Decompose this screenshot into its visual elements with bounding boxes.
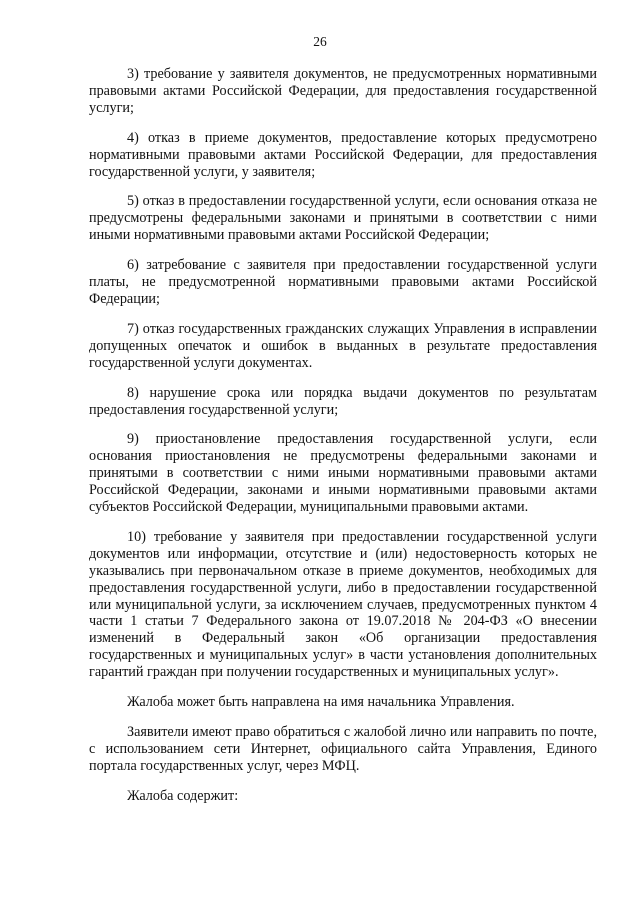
paragraph-item-5: 5) отказ в предоставлении государственной услуги, если основания отказа не предусмотрены федеральными законами и принятыми в соответствии с ними иными нормативными правовыми актами Российской Федерации;: [89, 193, 597, 244]
paragraph-complaint-contents: Жалоба содержит:: [127, 787, 239, 804]
paragraph-item-6: 6) затребование с заявителя при предоставлении государственной услуги платы, не предусмотренной нормативными правовыми актами Российской Федерации;: [89, 257, 597, 307]
paragraph-complaint-channels: Заявители имеют право обратиться с жалобой лично или направить по почте, с использованием сети Интернет, официального сайта Управления, Единого портала государственных услуг, через МФЦ.: [89, 724, 597, 774]
document-body: [89, 66, 597, 818]
paragraph-item-4: 4) отказ в приеме документов, предоставление которых предусмотрено нормативными правовыми актами Российской Федерации, для предоставления государственной услуги, у заявителя;: [89, 129, 597, 180]
paragraph-item-9: 9) приостановление предоставления государственной услуги, если основания приостановления не предусмотрены федеральными законами и принятыми в соответствии с ними иными нормативными правовыми актами Российской Федерации, законами и иными нормативными правовыми актами субъектов Российской Федерации, муниципальными правовыми актами.: [89, 431, 597, 516]
paragraph-item-10: 10) требование у заявителя при предоставлении государственной услуги документов или информации, отсутствие и (или) недостоверность которых не указывались при первоначальном отказе в приеме документов, необходимых для предоставления государственной услуги, либо в предоставлении государственной или муниципальной услуги, за исключением случаев, предусмотренных пунктом 4 части 1 статьи 7 Федерального закона от 19.07.2018 № 204-ФЗ «О внесении изменений в Федеральный закон «Об организации предоставления государственных и муниципальных услуг» в части установления дополнительных гарантий граждан при получении государственных и муниципальных услуг».: [89, 528, 597, 681]
paragraph-item-8: 8) нарушение срока или порядка выдачи документов по результатам предоставления государственной услуги;: [89, 384, 597, 418]
paragraph-complaint-addressee: Жалоба может быть направлена на имя начальника Управления.: [127, 694, 515, 711]
page-number: 26: [313, 34, 327, 49]
paragraph-item-7: 7) отказ государственных гражданских служащих Управления в исправлении допущенных опечаток и ошибок в выданных в результате предоставления государственной услуги документах.: [89, 320, 597, 371]
paragraph-item-3: 3) требование у заявителя документов, не предусмотренных нормативными правовыми актами Российской Федерации, для предоставления государственной услуги;: [89, 66, 597, 116]
